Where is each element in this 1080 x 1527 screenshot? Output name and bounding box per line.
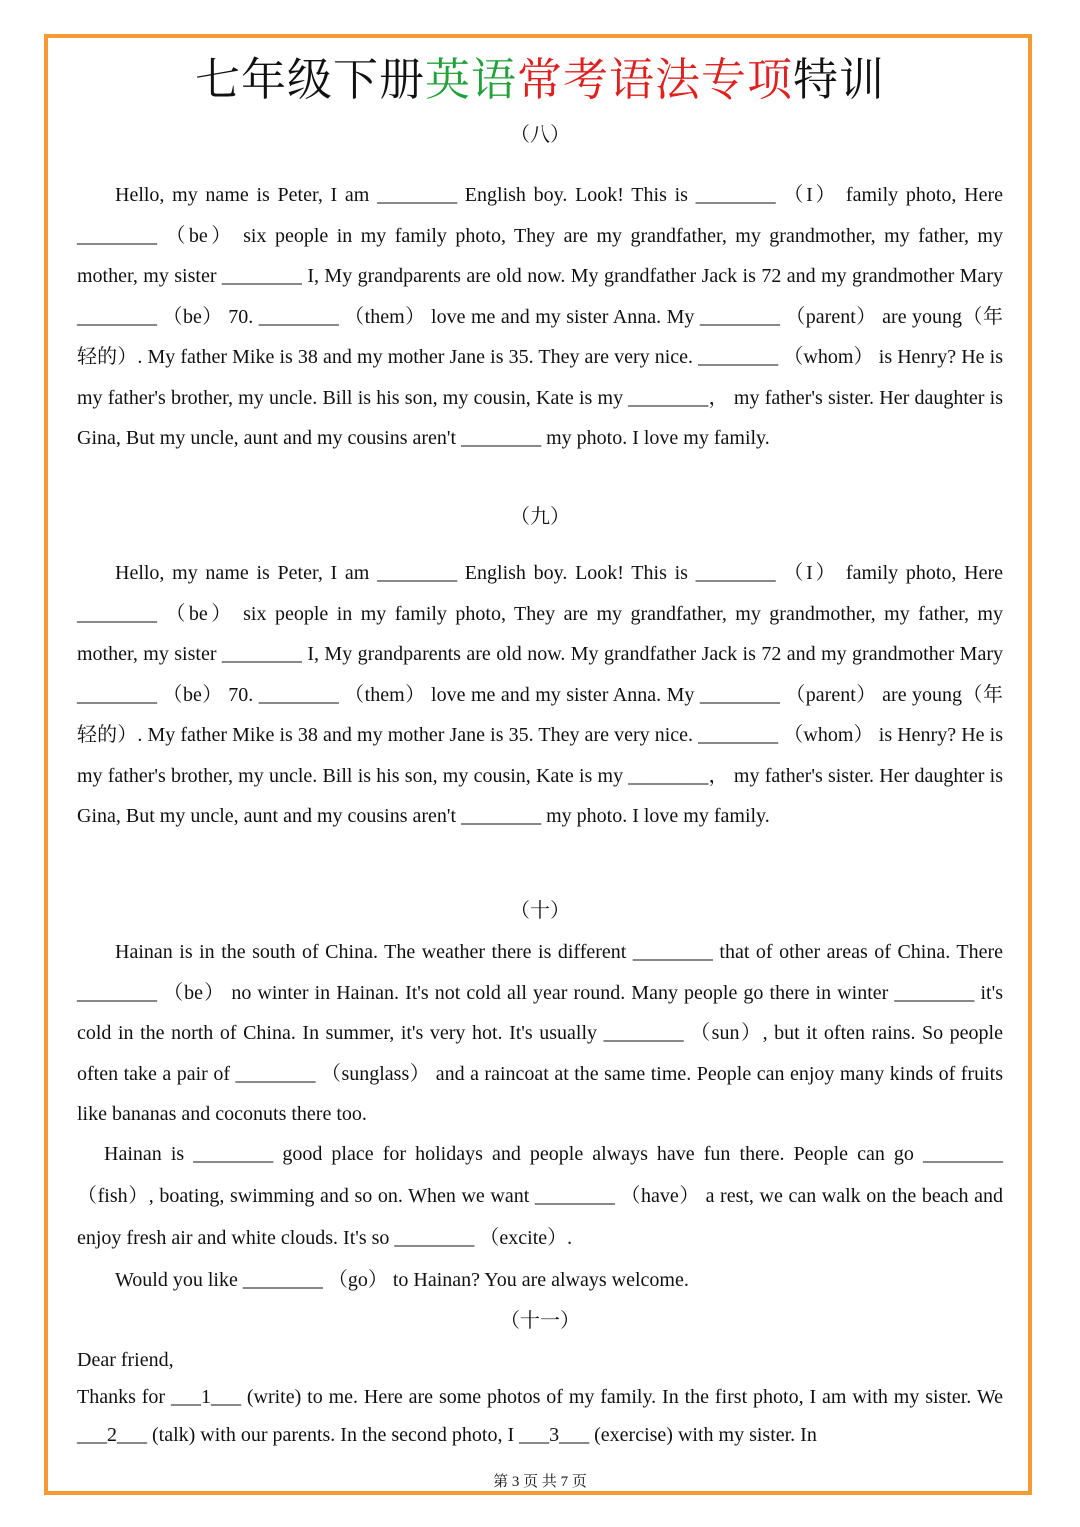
section-10-label: （十） [510,900,570,922]
section-10-paragraph-2: Hainan is ________ good place for holidays and people always have fun there. People can go ________ （fish）, boating, swimming and so on. When we want ________ （have） a rest, we can walk on the beach and enjoy fresh air and white clouds. It's so ________ （excite）. [77,1143,1003,1249]
section-11-label: （十一） [500,1310,580,1332]
section-9-label: （九） [510,506,570,528]
title-part-3: 常考语法专项 [517,53,794,106]
title-part-2: 英语 [424,53,517,106]
title-part-1: 七年级下册 [194,53,425,106]
section-10-paragraph-3: Would you like ________ （go） to Hainan? You are always welcome. [115,1269,689,1291]
page-title [0,50,1080,110]
title-part-4: 特训 [793,53,886,106]
section-11-paragraph: Thanks for ___1___ (write) to me. Here are some photos of my family. In the first photo, I am with my sister. We ___2___ (talk) with our parents. In the second photo, I ___3___ (exercise) with my sister. In [77,1386,1003,1446]
section-8-paragraph: Hello, my name is Peter, I am ________ English boy. Look! This is ________ （I） family photo, Here ________ （be） six people in my family photo, They are my grandfather, my grandmother, my father, my mother, my sister ________ I, My grandparents are old now. My grandfather Jack is 72 and my grandmother Mary ________ （be） 70. ________ （them） love me and my sister Anna. My ________ （parent） are young（年轻的）. My father Mike is 38 and my mother Jane is 35. They are very nice. ________ （whom） is Henry? He is my father's brother, my uncle. Bill is his son, my cousin, Kate is my ________， my father's sister. Her daughter is Gina, But my uncle, aunt and my cousins aren't ________ my photo. I love my family. [77,184,1003,449]
section-9-paragraph: Hello, my name is Peter, I am ________ English boy. Look! This is ________ （I） family photo, Here ________ （be） six people in my family photo, They are my grandfather, my grandmother, my father, my mother, my sister ________ I, My grandparents are old now. My grandfather Jack is 72 and my grandmother Mary ________ （be） 70. ________ （them） love me and my sister Anna. My ________ （parent） are young（年轻的）. My father Mike is 38 and my mother Jane is 35. They are very nice. ________ （whom） is Henry? He is my father's brother, my uncle. Bill is his son, my cousin, Kate is my ________， my father's sister. Her daughter is Gina, But my uncle, aunt and my cousins aren't ________ my photo. I love my family. [77,562,1003,827]
section-8-label: （八） [510,124,570,146]
page-number: 第 3 页 共 7 页 [493,1474,587,1490]
section-11-greeting: Dear friend, [77,1349,174,1371]
section-10-paragraph-1: Hainan is in the south of China. The weather there is different ________ that of other areas of China. There ________ （be） no winter in Hainan. It's not cold all year round. Many people go there in winter ________ it's cold in the north of China. In summer, it's very hot. It's usually ________ （sun）, but it often rains. So people often take a pair of ________ （sunglass） and a raincoat at the same time. People can enjoy many kinds of fruits like bananas and coconuts there too. [77,941,1003,1125]
